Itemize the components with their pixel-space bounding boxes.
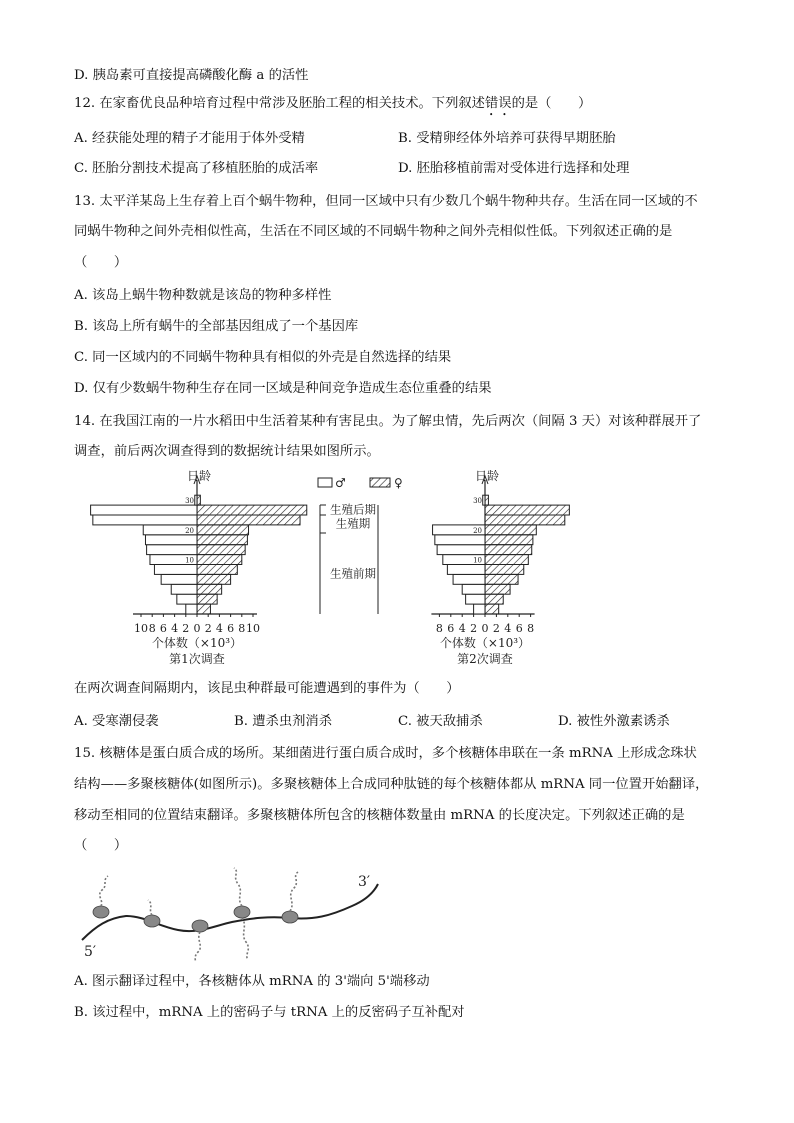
stage-labels	[320, 503, 378, 615]
q13-option-b: B. 该岛上所有蜗牛的全部基因组成了一个基因库	[74, 319, 359, 334]
bar-female	[197, 584, 222, 594]
bar-female	[197, 574, 231, 584]
q14-option-b: B. 遭杀虫剂消杀	[234, 714, 333, 729]
y-tick-label: 20	[473, 526, 482, 535]
bar-male	[171, 584, 197, 594]
q12-stem-suffix: 的是（ ）	[511, 96, 592, 111]
bar-male	[145, 535, 197, 545]
q15-stem-line4: （ ）	[74, 838, 128, 853]
x-tick-label: 8	[527, 622, 535, 635]
bar-female	[197, 525, 249, 535]
bar-female	[485, 604, 499, 614]
y-axis-label: 日龄	[474, 470, 500, 483]
bar-female	[197, 535, 247, 545]
x-tick-label: 0	[193, 622, 201, 635]
bar-male	[91, 505, 197, 515]
bar-female	[485, 525, 536, 535]
x-tick-label: 2	[470, 622, 478, 635]
q15-stem-line2: 结构——多聚核糖体(如图所示)。多聚核糖体上合成同种肽链的每个核糖体都从 mRNA 同一位置开始翻译，	[74, 777, 709, 792]
bar-male	[154, 565, 197, 575]
x-tick-label: 4	[504, 622, 512, 635]
q15-stem-line3: 移动至相同的位置结束翻译。多聚核糖体所包含的核糖体数量由 mRNA 的长度决定。下列叙述正确的是	[74, 808, 685, 823]
bar-male	[437, 545, 485, 555]
x-tick-label: 8	[238, 622, 246, 635]
q12-option-d: D. 胚胎移植前需对受体进行选择和处理	[398, 161, 630, 176]
q13-option-c: C. 同一区域内的不同蜗牛物种具有相似的外壳是自然选择的结果	[74, 350, 452, 365]
y-tick-label: 10	[185, 556, 194, 565]
x-tick-label: 4	[171, 622, 179, 635]
bar-female	[197, 604, 210, 614]
q12-option-c: C. 胚胎分割技术提高了移植胚胎的成活率	[74, 161, 319, 176]
bar-female	[485, 545, 532, 555]
y-axis-label: 日龄	[186, 470, 212, 483]
bar-female	[485, 584, 510, 594]
bar-female	[197, 505, 307, 515]
bar-female	[485, 574, 518, 584]
bar-female	[197, 495, 200, 505]
bar-female	[485, 555, 528, 565]
x-tick-label: 10	[246, 622, 260, 635]
bar-male	[447, 565, 485, 575]
chart-survey-2	[431, 470, 569, 666]
bar-female	[485, 495, 488, 505]
x-tick-label: 8	[435, 622, 443, 635]
x-tick-label: 2	[204, 622, 212, 635]
mrna-strand	[82, 884, 378, 940]
bar-female	[197, 515, 300, 525]
q14-option-a: A. 受寒潮侵袭	[74, 714, 159, 729]
bar-male	[161, 574, 197, 584]
x-tick-label: 4	[458, 622, 466, 635]
chart-title: 第2次调查	[457, 652, 513, 666]
legend-male-swatch	[318, 478, 332, 487]
bar-male	[186, 604, 197, 614]
q13-option-d: D. 仅有少数蜗牛物种生存在同一区域是种间竞争造成生态位重叠的结果	[74, 381, 492, 396]
stage-label: 生殖后期	[330, 502, 376, 517]
bar-female	[485, 565, 524, 575]
chart-title: 第1次调查	[169, 652, 225, 666]
q12-stem-emphasis: 错误	[484, 96, 512, 111]
y-tick-label: 30	[185, 497, 194, 506]
q14-option-c: C. 被天敌捕杀	[398, 714, 483, 729]
q13-stem-line3: （ ）	[74, 255, 128, 270]
polyribosome-diagram	[74, 866, 394, 962]
x-tick-label: 6	[227, 622, 235, 635]
legend-female-swatch	[370, 478, 390, 487]
label-5-prime: 5′	[84, 944, 97, 960]
bar-female	[485, 594, 503, 604]
q12-option-b: B. 受精卵经体外培养可获得早期胚胎	[398, 131, 616, 146]
legend-male-label: ♂	[335, 476, 346, 490]
x-tick-label: 6	[159, 622, 167, 635]
q15-stem-line1: 15. 核糖体是蛋白质合成的场所。某细菌进行蛋白质合成时，多个核糖体串联在一条 mRNA 上形成念珠状	[74, 746, 697, 761]
x-tick-label: 6	[515, 622, 523, 635]
y-tick-label: 20	[185, 526, 194, 535]
label-3-prime: 3′	[358, 874, 371, 890]
bar-female	[197, 594, 217, 604]
y-tick-label: 30	[473, 497, 482, 506]
x-tick-label: 6	[447, 622, 455, 635]
bar-male	[435, 535, 485, 545]
x-tick-label: 10	[134, 622, 148, 635]
q12-option-a: A. 经获能处理的精子才能用于体外受精	[74, 131, 305, 146]
bar-female	[485, 535, 533, 545]
bar-male	[93, 515, 197, 525]
bar-male	[462, 584, 485, 594]
q13-option-a: A. 该岛上蜗牛物种数就是该岛的物种多样性	[74, 288, 332, 303]
ribosome	[93, 906, 298, 932]
x-tick-label: 4	[215, 622, 223, 635]
peptide-chains	[100, 868, 298, 962]
q13-stem-line2: 同蜗牛物种之间外壳相似性高，生活在不同区域的不同蜗牛物种之间外壳相似性低。下列叙述正确的是	[74, 224, 673, 239]
q15-option-b: B. 该过程中，mRNA 上的密码子与 tRNA 上的反密码子互补配对	[74, 1005, 465, 1020]
bar-female	[197, 565, 237, 575]
bar-male	[474, 604, 485, 614]
bar-male	[177, 594, 197, 604]
stage-label: 生殖前期	[330, 566, 376, 581]
x-tick-label: 0	[481, 622, 489, 635]
q11-option-d: D. 胰岛素可直接提高磷酸化酶 a 的活性	[74, 68, 309, 83]
stage-label: 生殖期	[335, 516, 371, 531]
y-tick-label: 10	[473, 556, 482, 565]
x-axis-label: 个体数（×10³）	[151, 636, 243, 650]
q14-stem-line1: 14. 在我国江南的一片水稻田中生活着某种有害昆虫。为了解虫情，先后两次（间隔 3 天）对该种群展开了	[74, 414, 702, 429]
q12-stem-prefix: 12. 在家畜优良品种培育过程中常涉及胚胎工程的相关技术。下列叙述	[74, 96, 485, 111]
bar-female	[197, 545, 245, 555]
x-tick-label: 2	[182, 622, 190, 635]
x-axis-label: 个体数（×10³）	[439, 636, 531, 650]
q13-stem-line1: 13. 太平洋某岛上生存着上百个蜗牛物种，但同一区域中只有少数几个蜗牛物种共存。生活在同一区域的不	[74, 194, 698, 209]
bar-female	[485, 515, 565, 525]
x-tick-label: 2	[492, 622, 500, 635]
q15-option-a: A. 图示翻译过程中，各核糖体从 mRNA 的 3'端向 5'端移动	[74, 974, 430, 989]
age-pyramid-figure	[70, 470, 590, 675]
chart-survey-1	[91, 470, 307, 666]
q12-stem	[74, 94, 591, 119]
bar-female	[485, 505, 569, 515]
bar-female	[197, 555, 242, 565]
legend-female-label: ♀	[394, 476, 403, 490]
q14-option-d: D. 被性外激素诱杀	[558, 714, 670, 729]
chart-legend	[318, 476, 403, 490]
bar-male	[466, 594, 485, 604]
q14-question: 在两次调查间隔期内，该昆虫种群最可能遭遇到的事件为（ ）	[74, 681, 460, 696]
bar-male	[147, 545, 197, 555]
q14-stem-line2: 调查，前后两次调查得到的数据统计结果如图所示。	[74, 444, 380, 459]
x-tick-label: 8	[148, 622, 156, 635]
bar-male	[453, 574, 485, 584]
